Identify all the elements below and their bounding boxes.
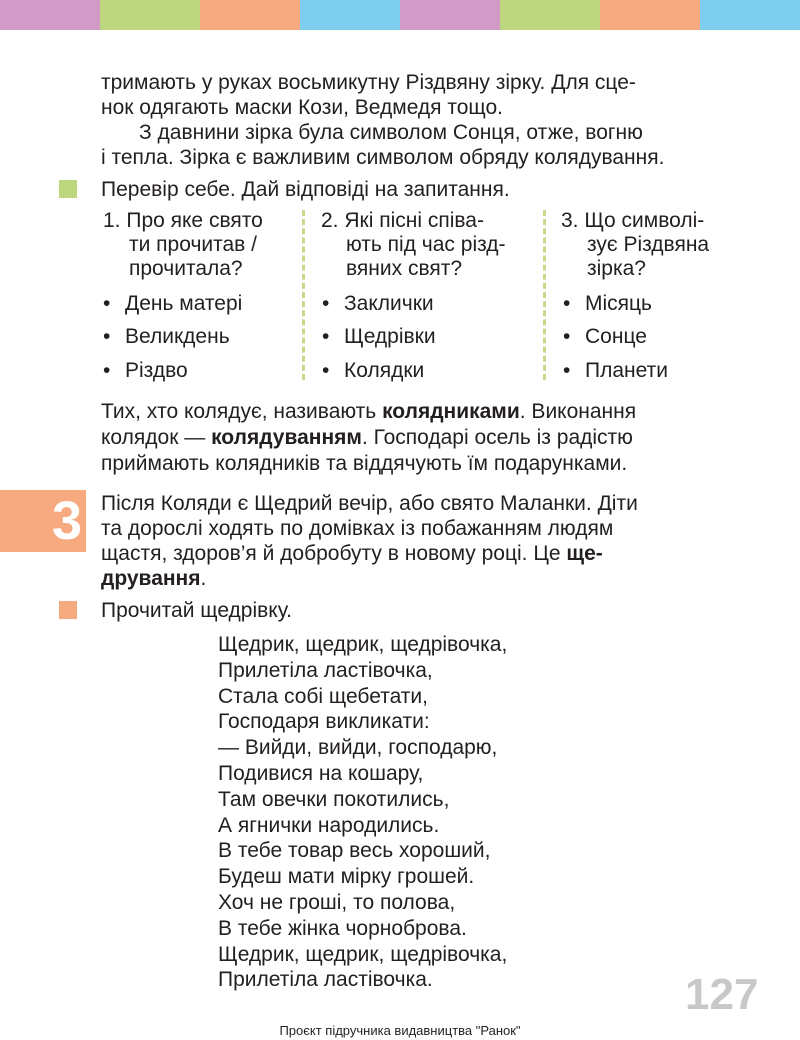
- task-marker-green: [59, 180, 77, 198]
- task-marker-orange: [59, 601, 77, 619]
- strip-segment: [200, 0, 300, 30]
- section3-text: щастя, здоров’я й добробуту в новому році. Це: [101, 542, 567, 565]
- kolyad-text: колядок —: [101, 426, 212, 449]
- answer-option-label: Різдво: [125, 359, 188, 382]
- poem-line: Хоч не гроші, то полова,: [218, 890, 456, 914]
- kolyad-text: . Виконання: [519, 400, 637, 423]
- top-color-strip: [0, 0, 800, 30]
- intro-line: З давнини зірка була символом Сонця, отже, вогню: [139, 121, 643, 144]
- answer-option-label: Місяць: [585, 292, 652, 315]
- answer-option: [103, 357, 188, 384]
- poem-line: А ягнички народились.: [218, 813, 440, 837]
- section3-line: [101, 540, 603, 567]
- answer-option-label: Заклички: [344, 292, 434, 315]
- poem-line: Щедрик, щедрик, щедрівочка,: [218, 942, 508, 966]
- kolyad-line: [101, 398, 636, 425]
- kolyad-line: приймають колядників та віддячують їм подарунками.: [101, 452, 628, 475]
- poem-line: Щедрик, щедрик, щедрівочка,: [218, 633, 508, 656]
- page-footer: Проєкт підручника видавництва "Ранок": [279, 1023, 521, 1038]
- answer-option-label: Великдень: [125, 325, 230, 348]
- answer-option: [563, 323, 647, 350]
- poem-line: Подивися на кошару,: [218, 761, 424, 785]
- kolyad-term: колядуванням: [211, 426, 362, 449]
- bullet: •: [322, 292, 330, 315]
- check-instruction: Перевір себе. Дай відповіді на запитання.: [101, 178, 510, 201]
- strip-segment: [0, 0, 100, 30]
- intro-line: тримають у руках восьмикутну Різдвяну зірку. Для сце-: [101, 71, 636, 94]
- question-1-line: прочитала?: [129, 257, 243, 280]
- kolyad-line: [101, 424, 633, 451]
- question-3-line: зірка?: [587, 257, 646, 280]
- answer-option-label: Колядки: [344, 359, 425, 382]
- poem-line: — Вийди, вийди, господарю,: [218, 736, 498, 760]
- question-3-line: 3. Що символі-: [561, 209, 705, 232]
- poem-line: Стала собі щебетати,: [218, 684, 428, 708]
- section3-line: Після Коляди є Щедрий вечір, або свято Маланки. Діти: [101, 492, 638, 515]
- column-divider: [302, 210, 305, 380]
- answer-option: [103, 290, 242, 317]
- answer-option: [103, 323, 230, 350]
- section3-term: ще-: [566, 542, 603, 565]
- answer-option-label: Планети: [585, 359, 668, 382]
- strip-segment: [600, 0, 700, 30]
- strip-segment: [100, 0, 200, 30]
- poem-line: Прилетіла ластівочка.: [218, 968, 433, 992]
- question-2-line: вяних свят?: [346, 257, 463, 280]
- section3-text: .: [200, 567, 207, 590]
- answer-option-label: Сонце: [585, 325, 647, 348]
- poem-line: Будеш мати мірку грошей.: [218, 865, 475, 889]
- answer-option: [563, 290, 652, 317]
- page-number: 127: [685, 970, 759, 1019]
- strip-segment: [500, 0, 600, 30]
- answer-option: [322, 323, 436, 350]
- strip-segment: [400, 0, 500, 30]
- read-instruction: Прочитай щедрівку.: [101, 599, 292, 622]
- strip-segment: [700, 0, 800, 30]
- bullet: •: [322, 359, 330, 382]
- poem-line: Прилетіла ластівочка,: [218, 658, 433, 682]
- answer-option: [322, 357, 424, 384]
- poem-line: Господаря викликати:: [218, 710, 430, 734]
- question-2-line: 2. Які пісні співа-: [321, 209, 484, 232]
- kolyad-term: колядниками: [382, 400, 520, 423]
- answer-option: [322, 290, 434, 317]
- section3-term: дрування: [101, 567, 201, 590]
- poem-block: [218, 632, 507, 993]
- column-divider: [543, 210, 546, 380]
- bullet: •: [563, 325, 571, 348]
- section3-line: [101, 565, 206, 592]
- bullet: •: [563, 292, 571, 315]
- intro-line: нок одягають маски Кози, Ведмедя тощо.: [101, 96, 503, 119]
- question-1-line: ти прочитав /: [129, 233, 258, 256]
- intro-line: і тепла. Зірка є важливим символом обряду колядування.: [101, 146, 665, 169]
- answer-option-label: Щедрівки: [344, 325, 436, 348]
- answer-option-label: День матері: [125, 292, 243, 315]
- question-3-line: зує Різдвяна: [587, 233, 710, 256]
- strip-segment: [300, 0, 400, 30]
- poem-line: В тебе жінка чорноброва.: [218, 916, 467, 940]
- poem-line: Там овечки покотились,: [218, 787, 450, 811]
- question-1-line: 1. Про яке свято: [103, 209, 263, 232]
- bullet: •: [103, 292, 111, 315]
- bullet: •: [563, 359, 571, 382]
- section-number-badge: 3: [0, 490, 86, 552]
- bullet: •: [103, 325, 111, 348]
- question-2-line: ють під час різд-: [346, 233, 506, 256]
- poem-line: В тебе товар весь хороший,: [218, 839, 491, 863]
- bullet: •: [103, 359, 111, 382]
- kolyad-text: Тих, хто колядує, називають: [101, 400, 383, 423]
- answer-option: [563, 357, 668, 384]
- kolyad-text: . Господарі осель із радістю: [361, 426, 633, 449]
- bullet: •: [322, 325, 330, 348]
- section3-line: та дорослі ходять по домівках із побажанням людям: [101, 517, 614, 540]
